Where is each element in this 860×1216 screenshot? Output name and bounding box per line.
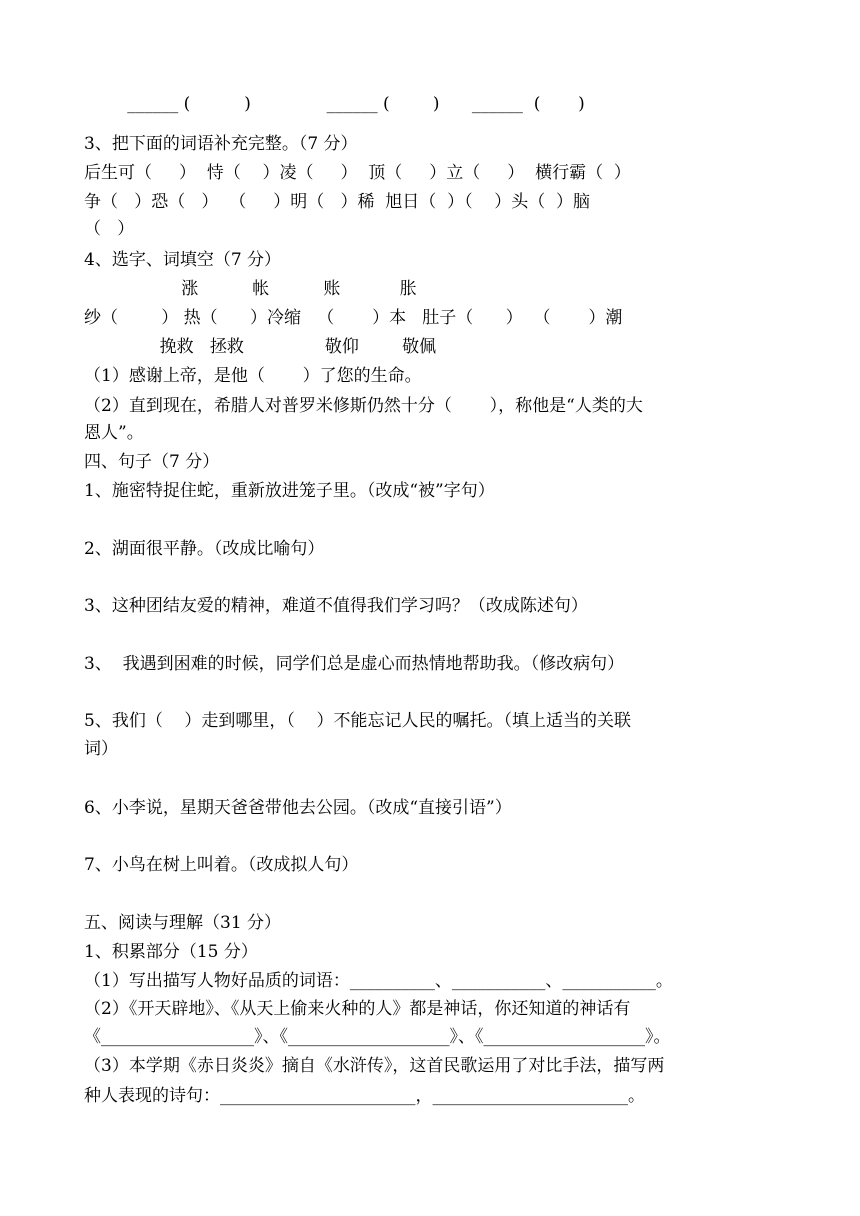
idiom-row-2: 争（ ）恐（ ） （ ）明（ ）稀 旭日（ ）（ ）头（ ）脑 <box>84 192 590 212</box>
word-options: 挽救 拯救 敬仰 敬佩 <box>84 337 437 357</box>
accumulation-q2-blanks: 《__________________》、《___________________》、《___________________》。 <box>84 1027 671 1047</box>
accumulation-q3-blanks: 种人表现的诗句：_______________________，_______________________。 <box>84 1086 645 1106</box>
question-4-title: 4、选字、词填空（7 分） <box>84 250 282 270</box>
fill-sentence-2-cont: 恩人”。 <box>84 423 144 443</box>
char-options: 涨 帐 账 胀 <box>84 279 417 299</box>
sentence-task-7: 7、小鸟在树上叫着。（改成拟人句） <box>84 855 359 875</box>
question-3-title: 3、把下面的词语补充完整。（7 分） <box>84 134 358 154</box>
sentence-task-4: 3、 我遇到困难的时候，同学们总是虚心而热情地帮助我。（修改病句） <box>84 654 625 674</box>
fill-sentence-1: （1）感谢上帝，是他（ ）了您的生命。 <box>84 366 422 386</box>
accumulation-q1: （1）写出描写人物好品质的词语：__________、___________、___________。 <box>84 971 673 991</box>
blank-answer-line: ______ ( ) ______ ( ) ______ ( ) <box>84 94 585 114</box>
sentence-task-5: 5、我们（ ）走到哪里，（ ）不能忘记人民的嘱托。（填上适当的关联 <box>84 711 632 731</box>
accumulation-q3: （3）本学期《赤日炎炎》摘自《水浒传》，这首民歌运用了对比手法，描写两 <box>84 1056 665 1076</box>
section-4-title: 四、句子（7 分） <box>84 452 220 472</box>
idiom-row-1: 后生可（ ） 恃（ ）凌（ ） 顶（ ）立（ ） 横行霸（ ） <box>84 163 631 183</box>
sentence-task-2: 2、湖面很平静。（改成比喻句） <box>84 539 325 559</box>
char-fill-row: 纱（ ） 热（ ）冷缩 （ ）本 肚子（ ） （ ）潮 <box>84 308 623 328</box>
fill-sentence-2: （2）直到现在，希腊人对普罗米修斯仍然十分（ ），称他是“人类的大 <box>84 396 643 416</box>
sentence-task-1: 1、施密特捉住蛇，重新放进笼子里。（改成“被”字句） <box>84 481 495 501</box>
accumulation-q2: （2）《开天辟地》、《从天上偷来火种的人》都是神话，你还知道的神话有 <box>84 999 631 1019</box>
accumulation-title: 1、积累部分（15 分） <box>84 942 258 962</box>
sentence-task-3: 3、这种团结友爱的精神，难道不值得我们学习吗？（改成陈述句） <box>84 596 588 616</box>
section-5-title: 五、阅读与理解（31 分） <box>84 913 282 933</box>
sentence-task-5-cont: 词） <box>84 739 118 759</box>
sentence-task-6: 6、小李说，星期天爸爸带他去公园。（改成“直接引语”） <box>84 798 512 818</box>
idiom-row-3: （ ） <box>84 219 135 239</box>
